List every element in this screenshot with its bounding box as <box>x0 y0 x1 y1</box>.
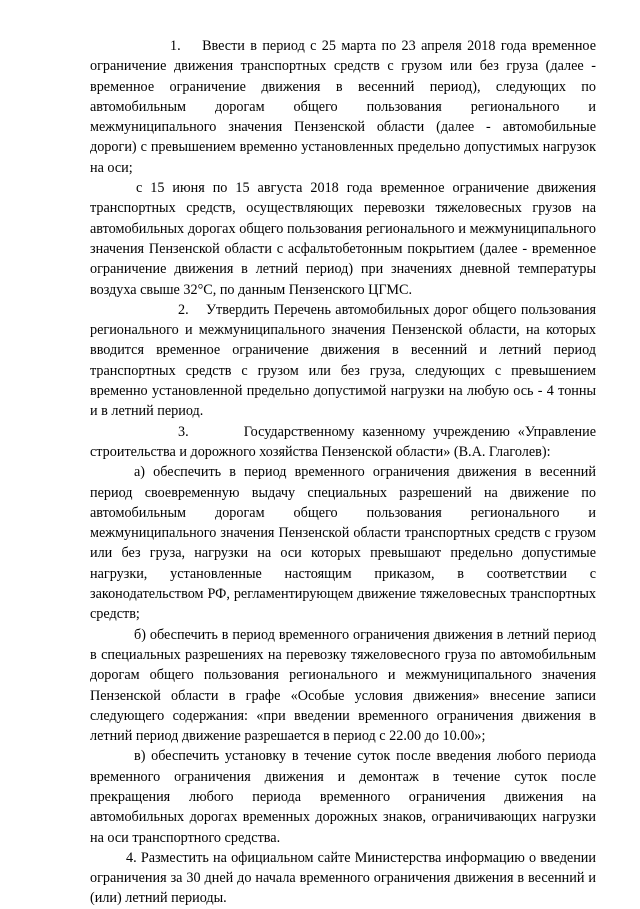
paragraph-text: Утвердить Перечень автомобильных дорог общего пользования регионального и межмуниципального значения Пензенской области, на которых вводится временное ограничение движения в весенний и летний период транспортных средств с грузом или без груза, следующих с превышением временно установленной предельно допустимой нагрузки на любую ось - 4 тонны и в летний период. <box>90 301 596 420</box>
paragraph-item-2 <box>90 300 596 422</box>
item-number: 1. <box>170 38 181 54</box>
paragraph-text: в) обеспечить установку в течение суток после введения любого периода временного ограничения движения и демонтаж в течение суток после прекращения любого периода временного ограничения движения на автомобильных дорогах временных дорожных знаков, ограничивающих нагрузки на оси транспортного средства. <box>90 748 596 846</box>
document-body <box>90 36 596 909</box>
paragraph-text: а) обеспечить в период временного ограничения движения в весенний период своевременную выдачу специальных разрешений на движение по автомобильным дорогам общего пользования регионального и межмуниципального значения Пензенской области транспортных средств с грузом или без груза, нагрузки на оси которых превышают предельно допустимые нагрузки, установленные настоящим приказом, в соответствии с законодательством РФ, регламентирующем движение тяжеловесных транспортных средств; <box>90 464 596 623</box>
paragraph-item-1-summer <box>90 178 596 300</box>
paragraph-item-3 <box>90 422 596 463</box>
paragraph-text: с 15 июня по 15 августа 2018 года временное ограничение движения транспортных средств, осуществляющих перевозки тяжеловесных грузов на автомобильных дорогах общего пользования регионального и межмуниципального значения Пензенской области с асфальтобетонным покрытием (далее - временное ограничение движения в летний период) при значениях дневной температуры воздуха свыше 32°С, по данным Пензенского ЦГМС. <box>90 180 596 298</box>
item-number: 2. <box>178 301 189 318</box>
item-number: 3. <box>178 423 189 440</box>
paragraph-text: б) обеспечить в период временного ограничения движения в летний период в специальных разрешениях на перевозку тяжеловесного груза по автомобильным дорогам общего пользования регионального и межмуниципального значения Пензенской области в графе «Особые условия движения» внесение записи следующего содержания: «при введении временного ограничения движения в летний период движение разрешается в период с 22.00 до 10.00»; <box>90 626 596 745</box>
paragraph-item-1 <box>90 36 596 178</box>
paragraph-text: Государственному казенному учреждению «Управление строительства и дорожного хозяйства Пензенской области» (В.А. Глаголев): <box>90 423 597 460</box>
item-number: 4. <box>126 849 137 866</box>
paragraph-item-3a <box>90 462 596 624</box>
paragraph-item-3b <box>90 625 596 747</box>
paragraph-item-3c <box>90 746 596 847</box>
paragraph-item-4 <box>90 848 596 909</box>
paragraph-text: Ввести в период с 25 марта по 23 апреля 2018 года временное ограничение движения транспортных средств с грузом или без груза (далее - временное ограничение движения в весенний период), следующих по автомобильным дорогам общего пользования регионального и межмуниципального значения Пензенской области (далее - автомобильные дороги) с превышением временно установленных предельно допустимых нагрузок на оси; <box>90 38 596 176</box>
paragraph-text: Разместить на официальном сайте Министерства информацию о введении ограничения за 30 дней до начала временного ограничения движения в весенний и (или) летний периоды. <box>90 849 596 907</box>
